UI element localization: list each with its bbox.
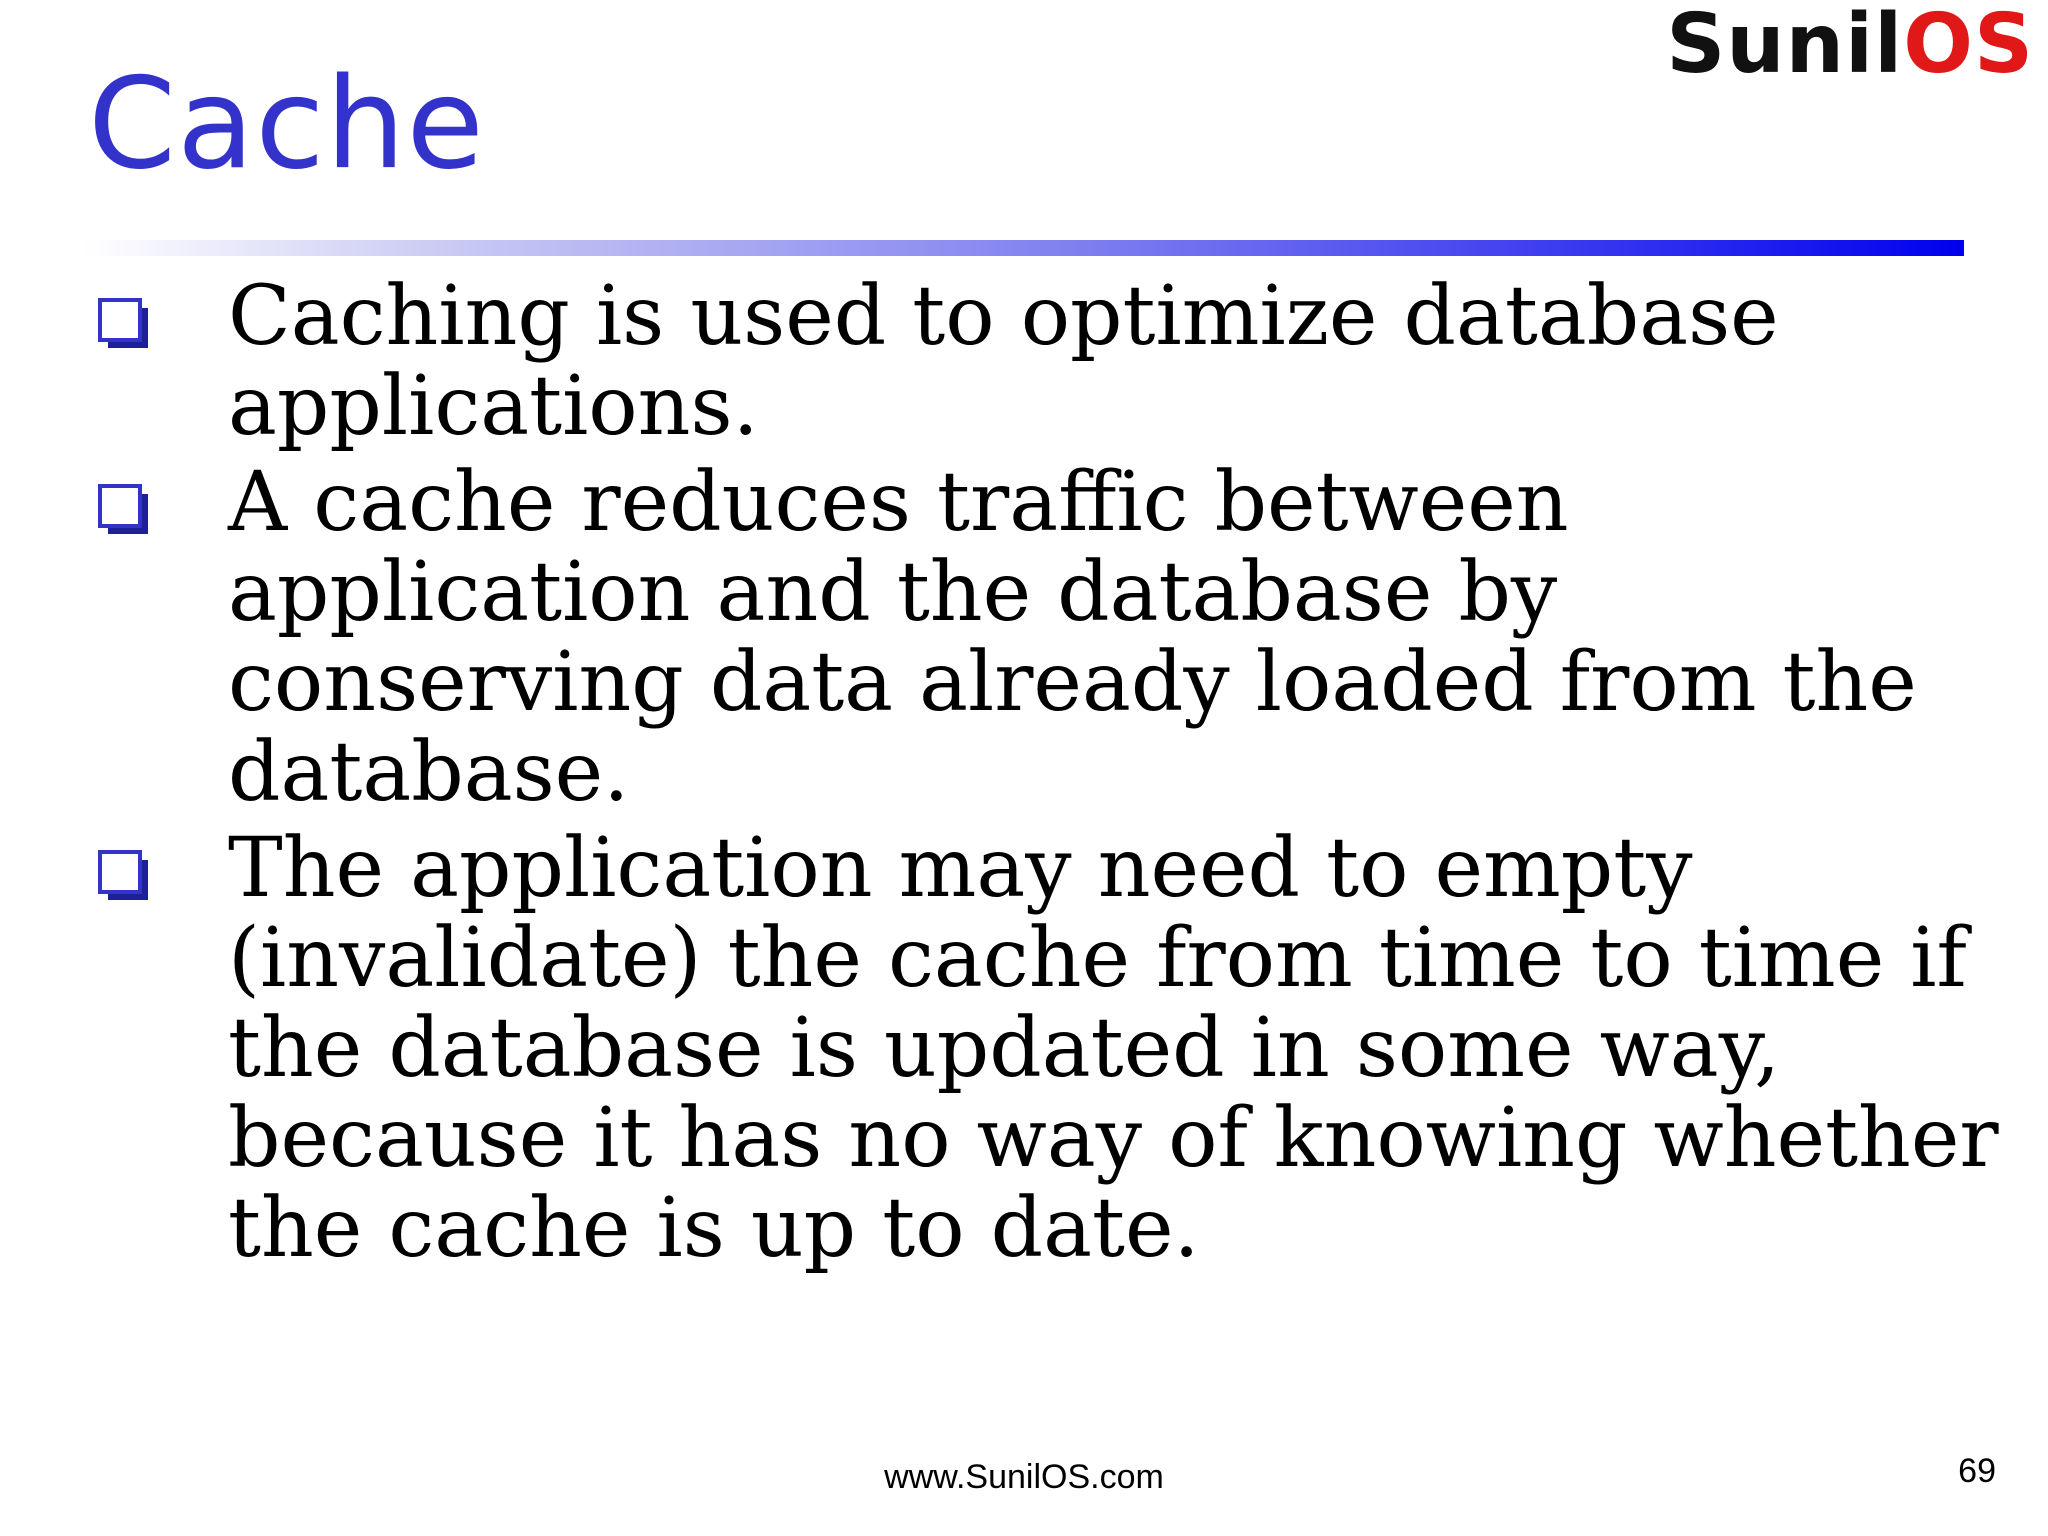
footer-url: www.SunilOS.com bbox=[884, 1458, 1164, 1496]
hollow-square-bullet-icon bbox=[98, 298, 150, 350]
logo-text-sunil: Sunil bbox=[1666, 0, 1904, 92]
bullet-text: Caching is used to optimize database applications. bbox=[228, 269, 1779, 454]
bullet-item bbox=[0, 821, 2048, 1276]
bullet-text: The application may need to empty (invalidate) the cache from time to time if the database is updated in some way, because it has no way of knowing whether the cache is up to date. bbox=[228, 821, 1999, 1276]
sunilos-logo bbox=[1666, 0, 2034, 92]
title-divider bbox=[84, 240, 1964, 256]
bullet-list bbox=[0, 269, 2048, 1280]
bullet-item bbox=[0, 269, 2048, 454]
slide-title: Cache bbox=[88, 50, 485, 197]
hollow-square-bullet-icon bbox=[98, 850, 150, 902]
bullet-text: A cache reduces traffic between application and the database by conserving data already loaded from the database. bbox=[228, 455, 1917, 820]
logo-text-os: OS bbox=[1903, 0, 2034, 92]
hollow-square-bullet-icon bbox=[98, 484, 150, 536]
page-number: 69 bbox=[1958, 1452, 1996, 1490]
bullet-item bbox=[0, 455, 2048, 820]
